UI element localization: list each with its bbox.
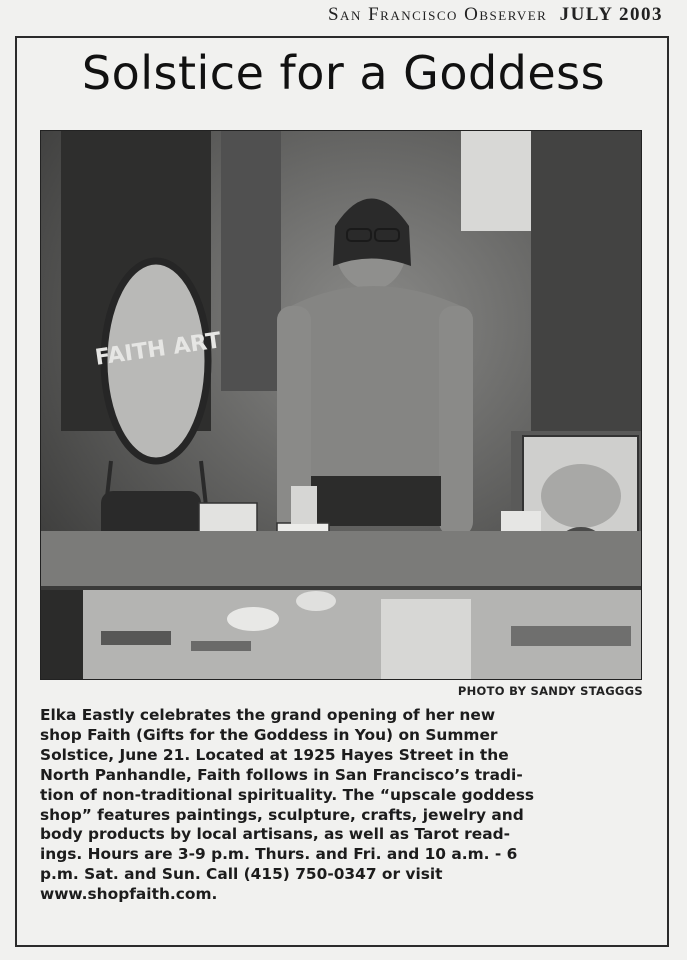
photo-illustration (41, 131, 641, 679)
article-line: shop Faith (Gifts for the Goddess in You) on Summer (40, 725, 498, 744)
article-line: shop” features paintings, sculpture, crafts, jewelry and (40, 805, 524, 824)
article-line: body products by local artisans, as well as Tarot read- (40, 825, 510, 844)
article-line: North Panhandle, Faith follows in San Francisco’s tradi- (40, 765, 523, 784)
article-line: Solstice, June 21. Located at 1925 Hayes Street in the (40, 745, 509, 764)
article-line: www.shopfaith.com. (40, 885, 218, 904)
article-line: Elka Eastly celebrates the grand opening of her new (40, 706, 496, 724)
article-line: p.m. Sat. and Sun. Call (415) 750-0347 or visit (40, 865, 443, 884)
publication-date: JULY 2003 (559, 4, 663, 25)
article-photo (40, 130, 642, 680)
mirror-text: FAITH ART (93, 328, 223, 371)
headline: Solstice for a Goddess (81, 46, 606, 100)
article-line: ings. Hours are 3-9 p.m. Thurs. and Fri. and 10 a.m. - 6 (40, 845, 518, 864)
masthead (328, 4, 663, 26)
photo-credit: PHOTO BY SANDY STAGGGS (457, 684, 643, 698)
publication-name: San Francisco Observer (327, 4, 548, 25)
article-line: tion of non-traditional spirituality. The “upscale goddess (40, 785, 535, 804)
article-body (40, 706, 650, 905)
